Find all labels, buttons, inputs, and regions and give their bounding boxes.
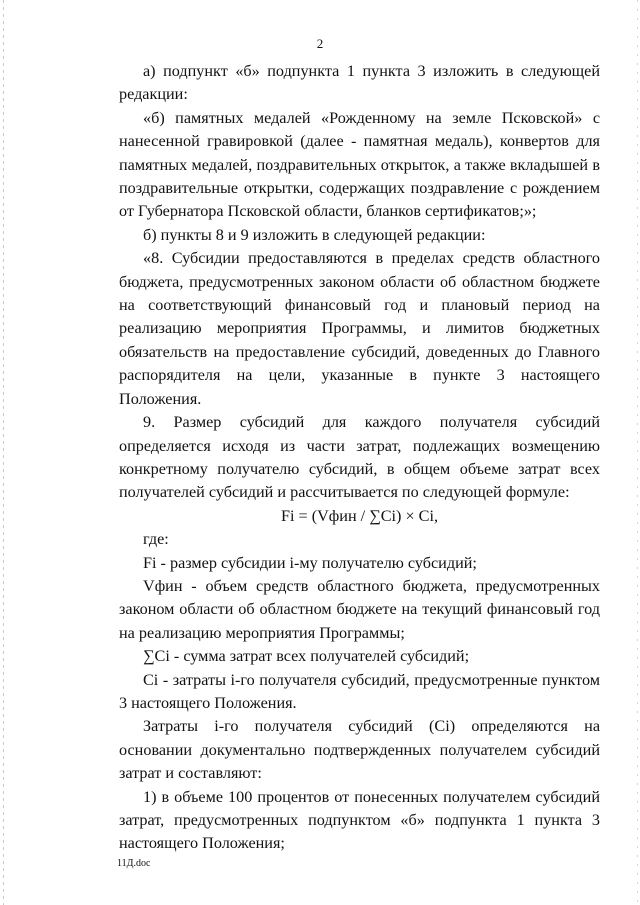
footer-filename: 11Д.doc bbox=[117, 858, 151, 869]
definition-fi: Fi - размер субсидии i-му получателю субсидий; bbox=[143, 553, 477, 572]
page-number: 2 bbox=[316, 36, 324, 51]
document-body bbox=[119, 60, 600, 856]
definition-ci: Ci - затраты i-го получателя субсидий, предусмотренные пунктом 3 настоящего Положения. bbox=[119, 670, 600, 712]
paragraph-amendment-a: а) подпункт «б» подпункта 1 пункта 3 изложить в следующей редакции: bbox=[119, 62, 600, 104]
definition-sum-ci: ∑Ci - сумма затрат всех получателей субсидий; bbox=[143, 647, 470, 666]
paragraph-amendment-b: б) пункты 8 и 9 изложить в следующей редакции: bbox=[143, 225, 486, 244]
paragraph-item-9: 9. Размер субсидий для каждого получателя субсидий определяется исходя из части затрат, подлежащих возмещению конкретному получателю субсидий, в общем объеме затрат всех получателей субсидий и рассчитывается по следующей формуле: bbox=[119, 413, 600, 502]
paragraph-costs: Затраты i-го получателя субсидий (Ci) определяются на основании документально подтвержденных получателем субсидий затрат и составляют: bbox=[119, 717, 600, 783]
paragraph-subitem-b: «б) памятных медалей «Рожденному на земле Псковской» с нанесенной гравировкой (далее - памятная медаль), конвертов для памятных медалей, поздравительных открыток, а также вкладышей в поздравительные открытки, содержащих поздравление с рождением от Губернатора Псковской области, бланков сертификатов;»; bbox=[119, 108, 600, 221]
paragraph-item-8: «8. Субсидии предоставляются в пределах средств областного бюджета, предусмотренных законом области об областном бюджете на соответствующий финансовый год и плановый период на реализацию мероприятия Программы, и лимитов бюджетных обязательств на предоставление субсидий, доведенных до Главного распорядителя на цели, указанные в пункте 3 настоящего Положения. bbox=[119, 249, 600, 408]
subsidy-formula: Fi = (Vфин / ∑Ci) × Ci, bbox=[281, 506, 438, 525]
paragraph-costs-item-1: 1) в объеме 100 процентов от понесенных получателем субсидий затрат, предусмотренных подпунктом «б» подпункта 1 пункта 3 настоящего Положения; bbox=[119, 787, 600, 853]
scan-edge-left bbox=[3, 0, 4, 905]
paragraph-where: где: bbox=[143, 530, 169, 549]
definition-vfin: Vфин - объем средств областного бюджета, предусмотренных законом области об областном бюджете на текущий финансовый год на реализацию мероприятия Программы; bbox=[119, 576, 600, 642]
scan-edge-right bbox=[637, 0, 638, 905]
